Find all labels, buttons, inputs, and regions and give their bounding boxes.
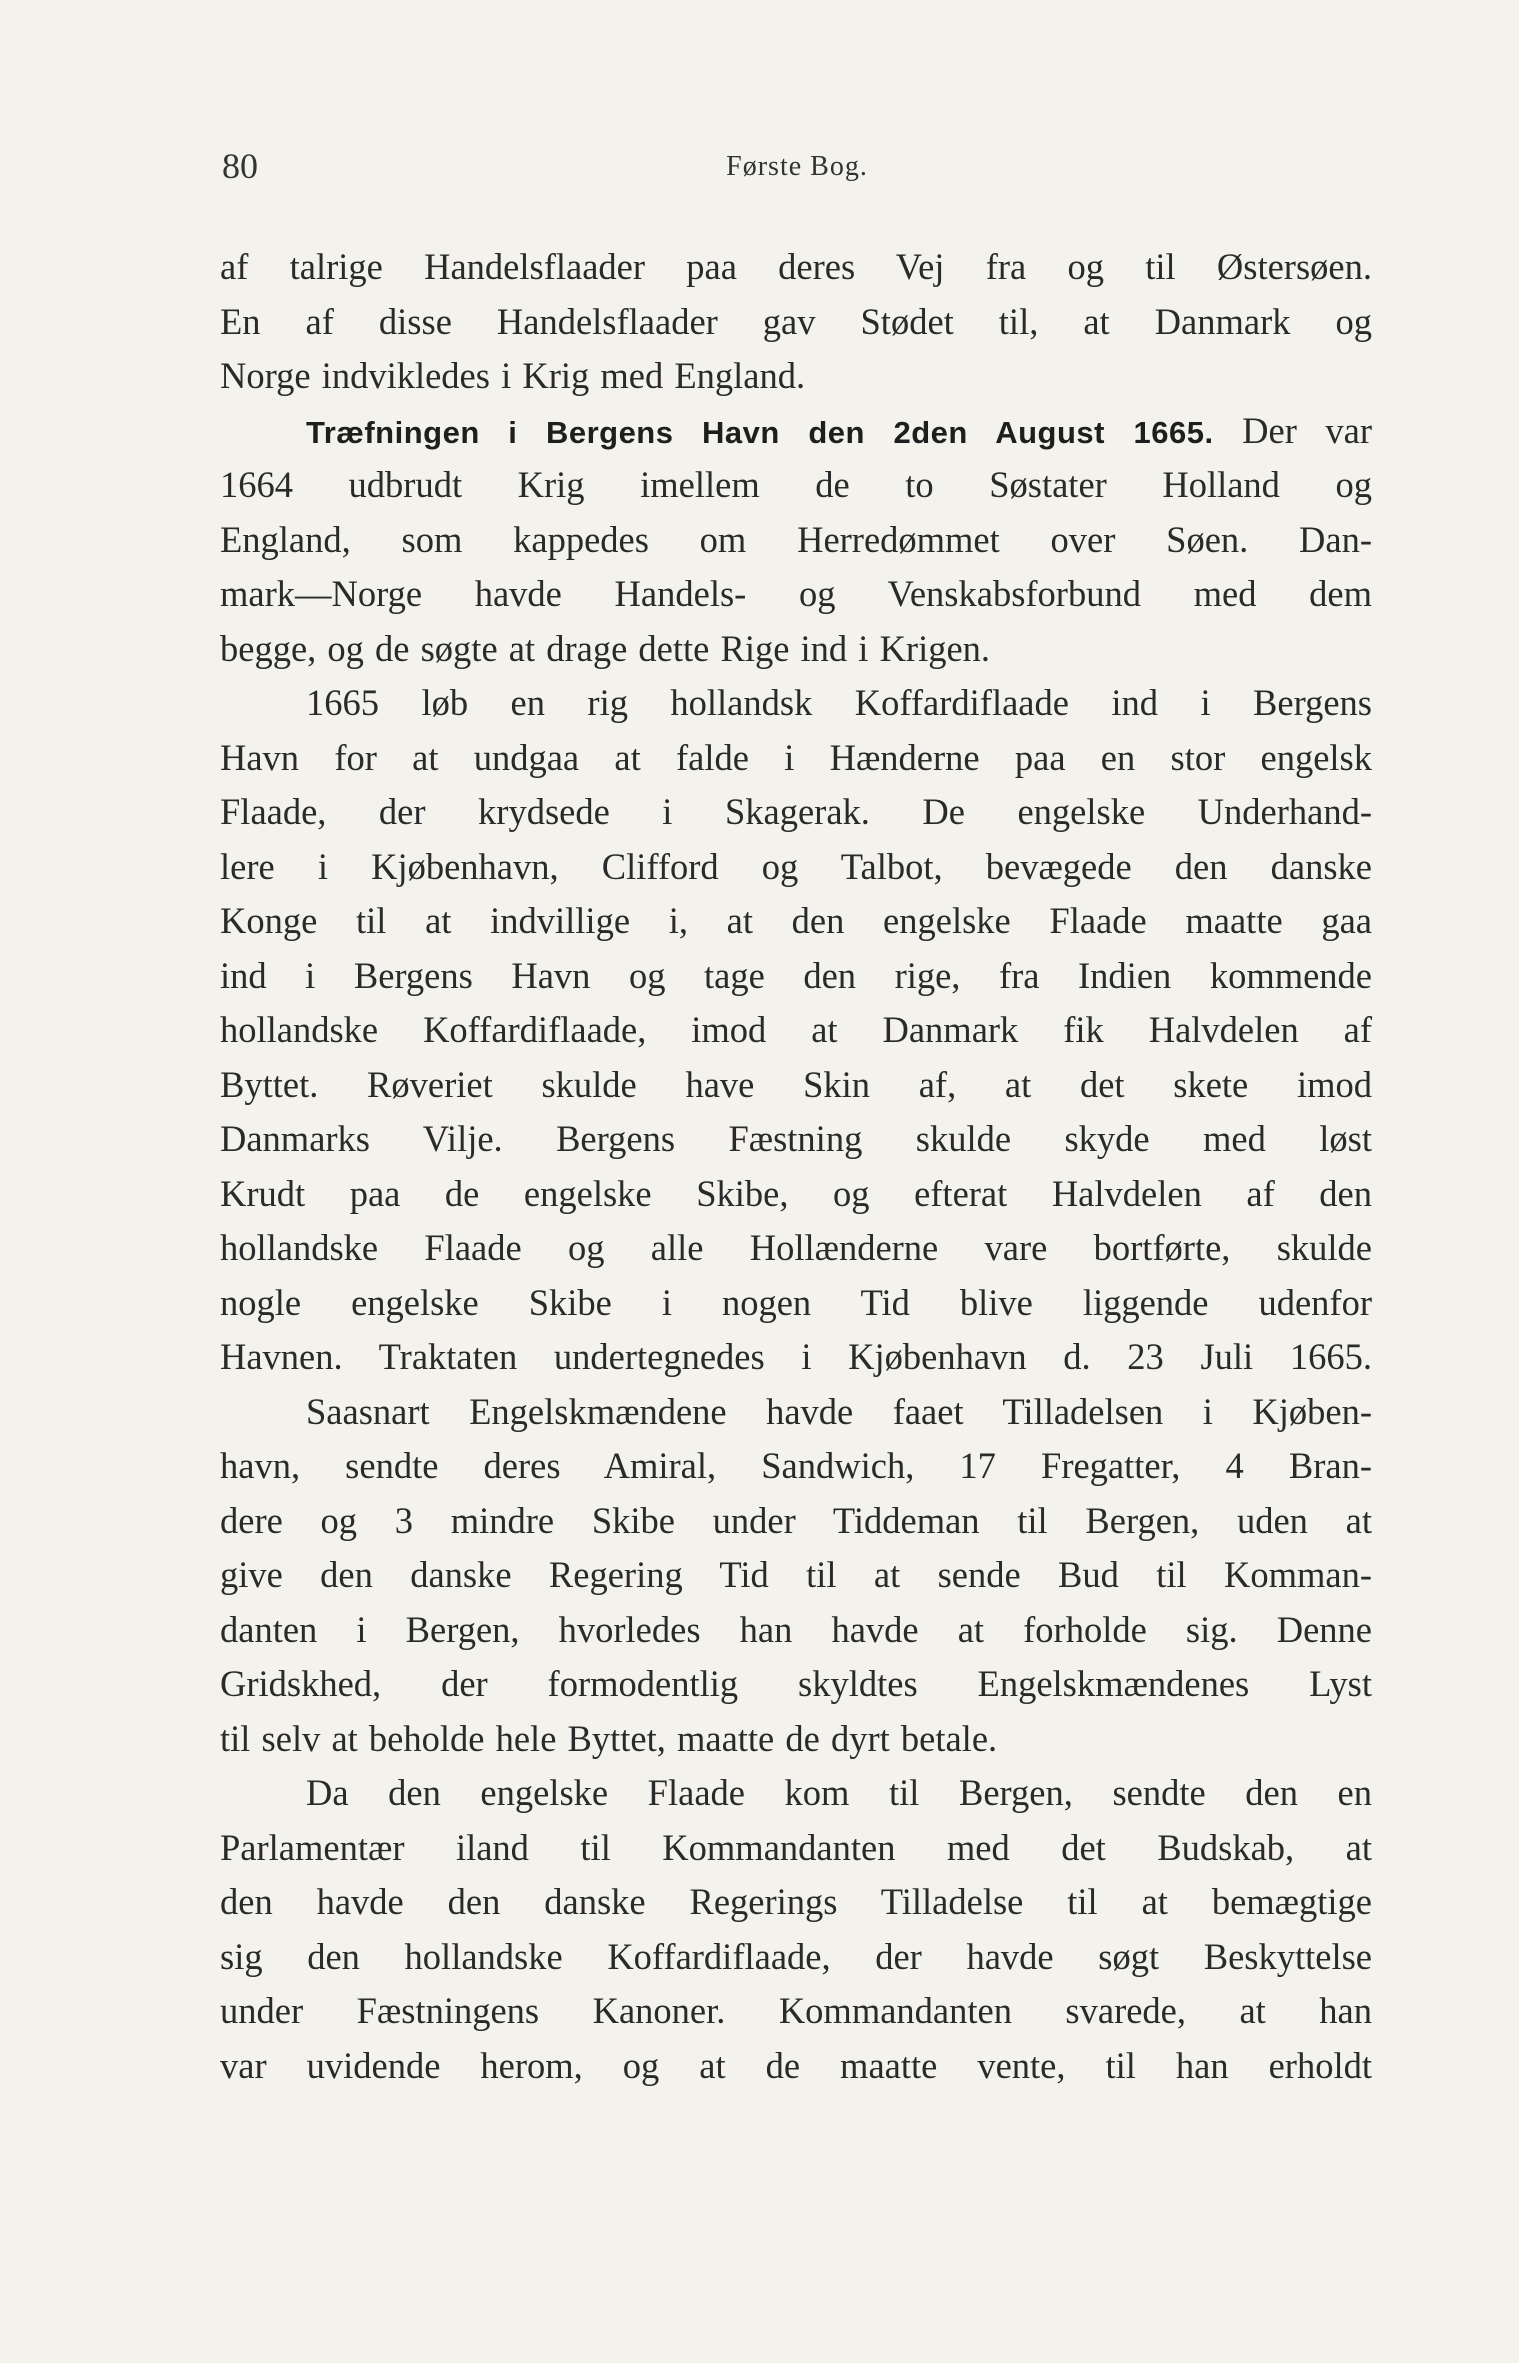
text-line: den havde den danske Regerings Tilladelse til at bemægtige — [220, 1881, 1372, 1922]
text-line: dere og 3 mindre Skibe under Tiddeman til Bergen, uden at — [220, 1499, 1372, 1541]
text-line: af talrige Handelsflaader paa deres Vej fra og til Østersøen. — [220, 246, 1372, 287]
text-line: Havnen. Traktaten undertegnedes i Kjøbenhavn d. 23 Juli 1665. — [220, 1336, 1372, 1377]
text-line: hollandske Flaade og alle Hollænderne vare bortførte, skulde — [220, 1227, 1372, 1268]
text-line: havn, sendte deres Amiral, Sandwich, 17 Fregatter, 4 Bran- — [220, 1445, 1372, 1486]
text-line: 1665 løb en rig hollandsk Koffardiflaade ind i Bergens — [306, 682, 1372, 723]
text-line: til selv at beholde hele Byttet, maatte de dyrt betale. — [220, 1717, 998, 1759]
text-line: Da den engelske Flaade kom til Bergen, sendte den en — [306, 1772, 1372, 1813]
text-line: Byttet. Røveriet skulde have Skin af, at det skete imod — [220, 1063, 1372, 1105]
section-heading-line — [220, 404, 1372, 459]
text-line: En af disse Handelsflaader gav Stødet til, at Danmark og — [220, 300, 1372, 342]
text-line: lere i Kjøbenhavn, Clifford og Talbot, bevægede den danske — [220, 845, 1372, 887]
text-line: Parlamentær iland til Kommandanten med det Budskab, at — [220, 1826, 1372, 1868]
text-line: Danmarks Vilje. Bergens Fæstning skulde skyde med løst — [220, 1118, 1372, 1159]
text-line: Gridskhed, der formodentlig skyldtes Engelskmændenes Lyst — [220, 1663, 1372, 1704]
text-line: Norge indvikledes i Krig med England. — [220, 355, 806, 396]
text-line: Konge til at indvillige i, at den engelske Flaade maatte gaa — [220, 900, 1372, 941]
text-line: danten i Bergen, hvorledes han havde at forholde sig. Denne — [220, 1608, 1372, 1650]
page-number: 80 — [222, 146, 258, 186]
text-line: sig den hollandske Koffardiflaade, der havde søgt Beskyttelse — [220, 1935, 1372, 1977]
paragraph-1 — [220, 240, 1372, 404]
text-line: hollandske Koffardiflaade, imod at Danmark fik Halvdelen af — [220, 1009, 1372, 1050]
paragraph-4 — [220, 1385, 1372, 1767]
text-line: Saasnart Engelskmændene havde faaet Tilladelsen i Kjøben- — [306, 1390, 1372, 1432]
body-text — [220, 240, 1372, 2093]
paragraph-2 — [220, 404, 1372, 677]
text-line: England, som kappedes om Herredømmet over Søen. Dan- — [220, 518, 1372, 560]
text-line-rest: Der var — [1242, 409, 1373, 451]
text-line: nogle engelske Skibe i nogen Tid blive liggende udenfor — [220, 1281, 1372, 1323]
paragraph-5 — [220, 1766, 1372, 2093]
text-line: 1664 udbrudt Krig imellem de to Søstater Holland og — [220, 464, 1372, 505]
text-line: Flaade, der krydsede i Skagerak. De engelske Underhand- — [220, 791, 1372, 832]
text-line: mark—Norge havde Handels- og Venskabsforbund med dem — [220, 573, 1372, 614]
text-line: Havn for at undgaa at falde i Hænderne paa en stor engelsk — [220, 736, 1372, 778]
text-line: under Fæstningens Kanoner. Kommandanten svarede, at han — [220, 1990, 1372, 2031]
running-head: Første Bog. — [726, 151, 868, 182]
paragraph-3 — [220, 676, 1372, 1385]
text-line: begge, og de søgte at drage dette Rige ind i Krigen. — [220, 627, 991, 669]
text-line: give den danske Regering Tid til at sende Bud til Komman- — [220, 1554, 1372, 1595]
text-line: ind i Bergens Havn og tage den rige, fra Indien kommende — [220, 954, 1372, 996]
section-heading: Træfningen i Bergens Havn den 2den August 1665. — [306, 414, 1214, 450]
text-line: Krudt paa de engelske Skibe, og efterat Halvdelen af den — [220, 1172, 1372, 1214]
page-header — [222, 145, 1372, 195]
text-line: var uvidende herom, og at de maatte vente, til han erholdt — [220, 2044, 1372, 2086]
